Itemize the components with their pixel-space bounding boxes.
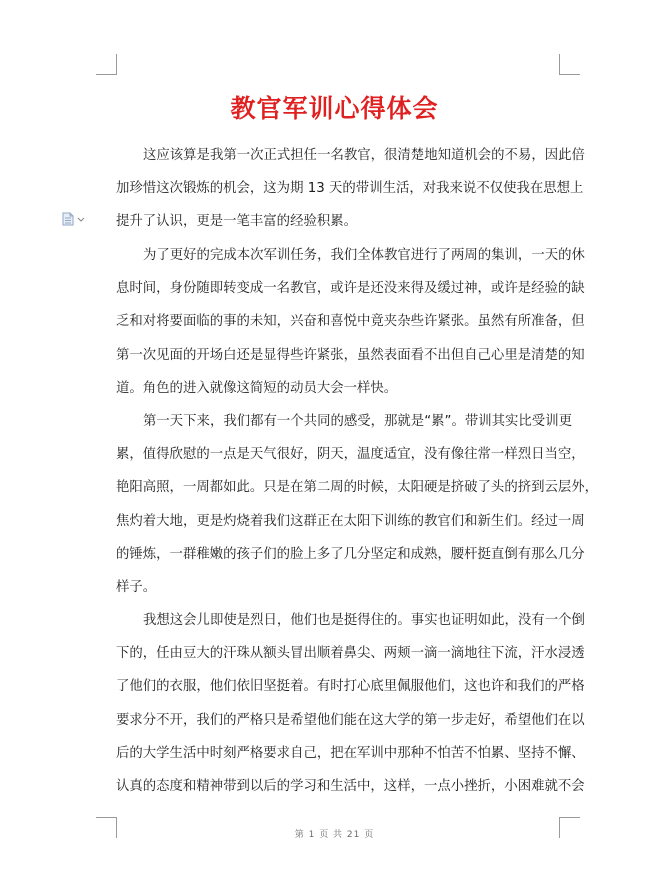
paragraph-line: 艳阳高照，一周都如此。只是在第二周的时候，太阳硬是挤破了头的挤到云层外， [116,480,599,496]
page-number-footer: 第 1 页 共 21 页 [294,830,375,840]
paragraph-line: 后的大学生活中时刻严格要求自己，把在军训中那种不怕苦不怕累、坚持不懈、 [116,745,585,761]
paragraph-line: 我想这会儿即使是烈日，他们也是挺得住的。事实也证明如此，没有一个倒 [143,613,585,628]
paragraph-line: 的锤炼，一群稚嫩的孩子们的脸上多了几分坚定和成熟，腰杆挺直倒有那么几分 [116,546,585,562]
paragraph-line: 第一天下来，我们都有一个共同的感受，那就是“累”。带训其实比受训更 [143,414,572,429]
paragraph-line: 这应该算是我第一次正式担任一名教官，很清楚地知道机会的不易，因此倍 [143,148,585,163]
document-options-icon[interactable] [62,211,86,225]
paragraph-line: 息时间，身份随即转变成一名教官，或许是还没来得及缓过神，或许是经验的缺 [116,281,585,297]
paragraph-line: 了他们的衣服，他们依旧坚挺着。有时打心底里佩服他们，这也许和我们的严格 [116,679,585,695]
paragraph-line: 乏和对将要面临的事的未知，兴奋和喜悦中竟夹杂些许紧张。虽然有所准备，但 [116,314,585,330]
paragraph-line: 下的，任由豆大的汗珠从额头冒出顺着鼻尖、两颊一滴一滴地往下流，汗水浸透 [116,646,585,662]
paragraph-line: 累，值得欣慰的一点是天气很好，阴天，温度适宜，没有像往常一样烈日当空， [116,447,585,463]
paragraph-line: 要求分不开，我们的严格只是希望他们能在这大学的第一步走好，希望他们在以 [116,712,585,728]
paragraph-line: 第一次见面的开场白还是显得些许紧张，虽然表面看不出但自己心里是清楚的知 [116,347,585,363]
body-paragraph-2 [116,239,585,405]
body-paragraph-4 [116,604,585,803]
paragraph-line: 加珍惜这次锻炼的机会，这为期 13 天的带训生活，对我来说不仅使我在思想上 [116,181,584,197]
body-paragraph-3 [116,405,599,604]
paragraph-line: 道。角色的进入就像这简短的动员大会一样快。 [116,380,398,396]
crop-mark-top-left [96,54,117,75]
crop-mark-top-right [559,54,580,75]
paragraph-line: 焦灼着大地，更是灼烧着我们这群正在太阳下训练的教官们和新生们。经过一周 [116,513,585,529]
paragraph-line: 为了更好的完成本次军训任务，我们全体教官进行了两周的集训，一天的休 [143,248,585,263]
document-title: 教官军训心得体会 [230,94,439,123]
paragraph-line: 样子。 [116,580,157,596]
paragraph-line: 提升了认识，更是一笔丰富的经验积累。 [116,214,358,230]
paragraph-line: 认真的态度和精神带到以后的学习和生活中，这样，一点小挫折，小困难就不会 [116,779,585,795]
body-paragraph-1 [116,139,585,239]
